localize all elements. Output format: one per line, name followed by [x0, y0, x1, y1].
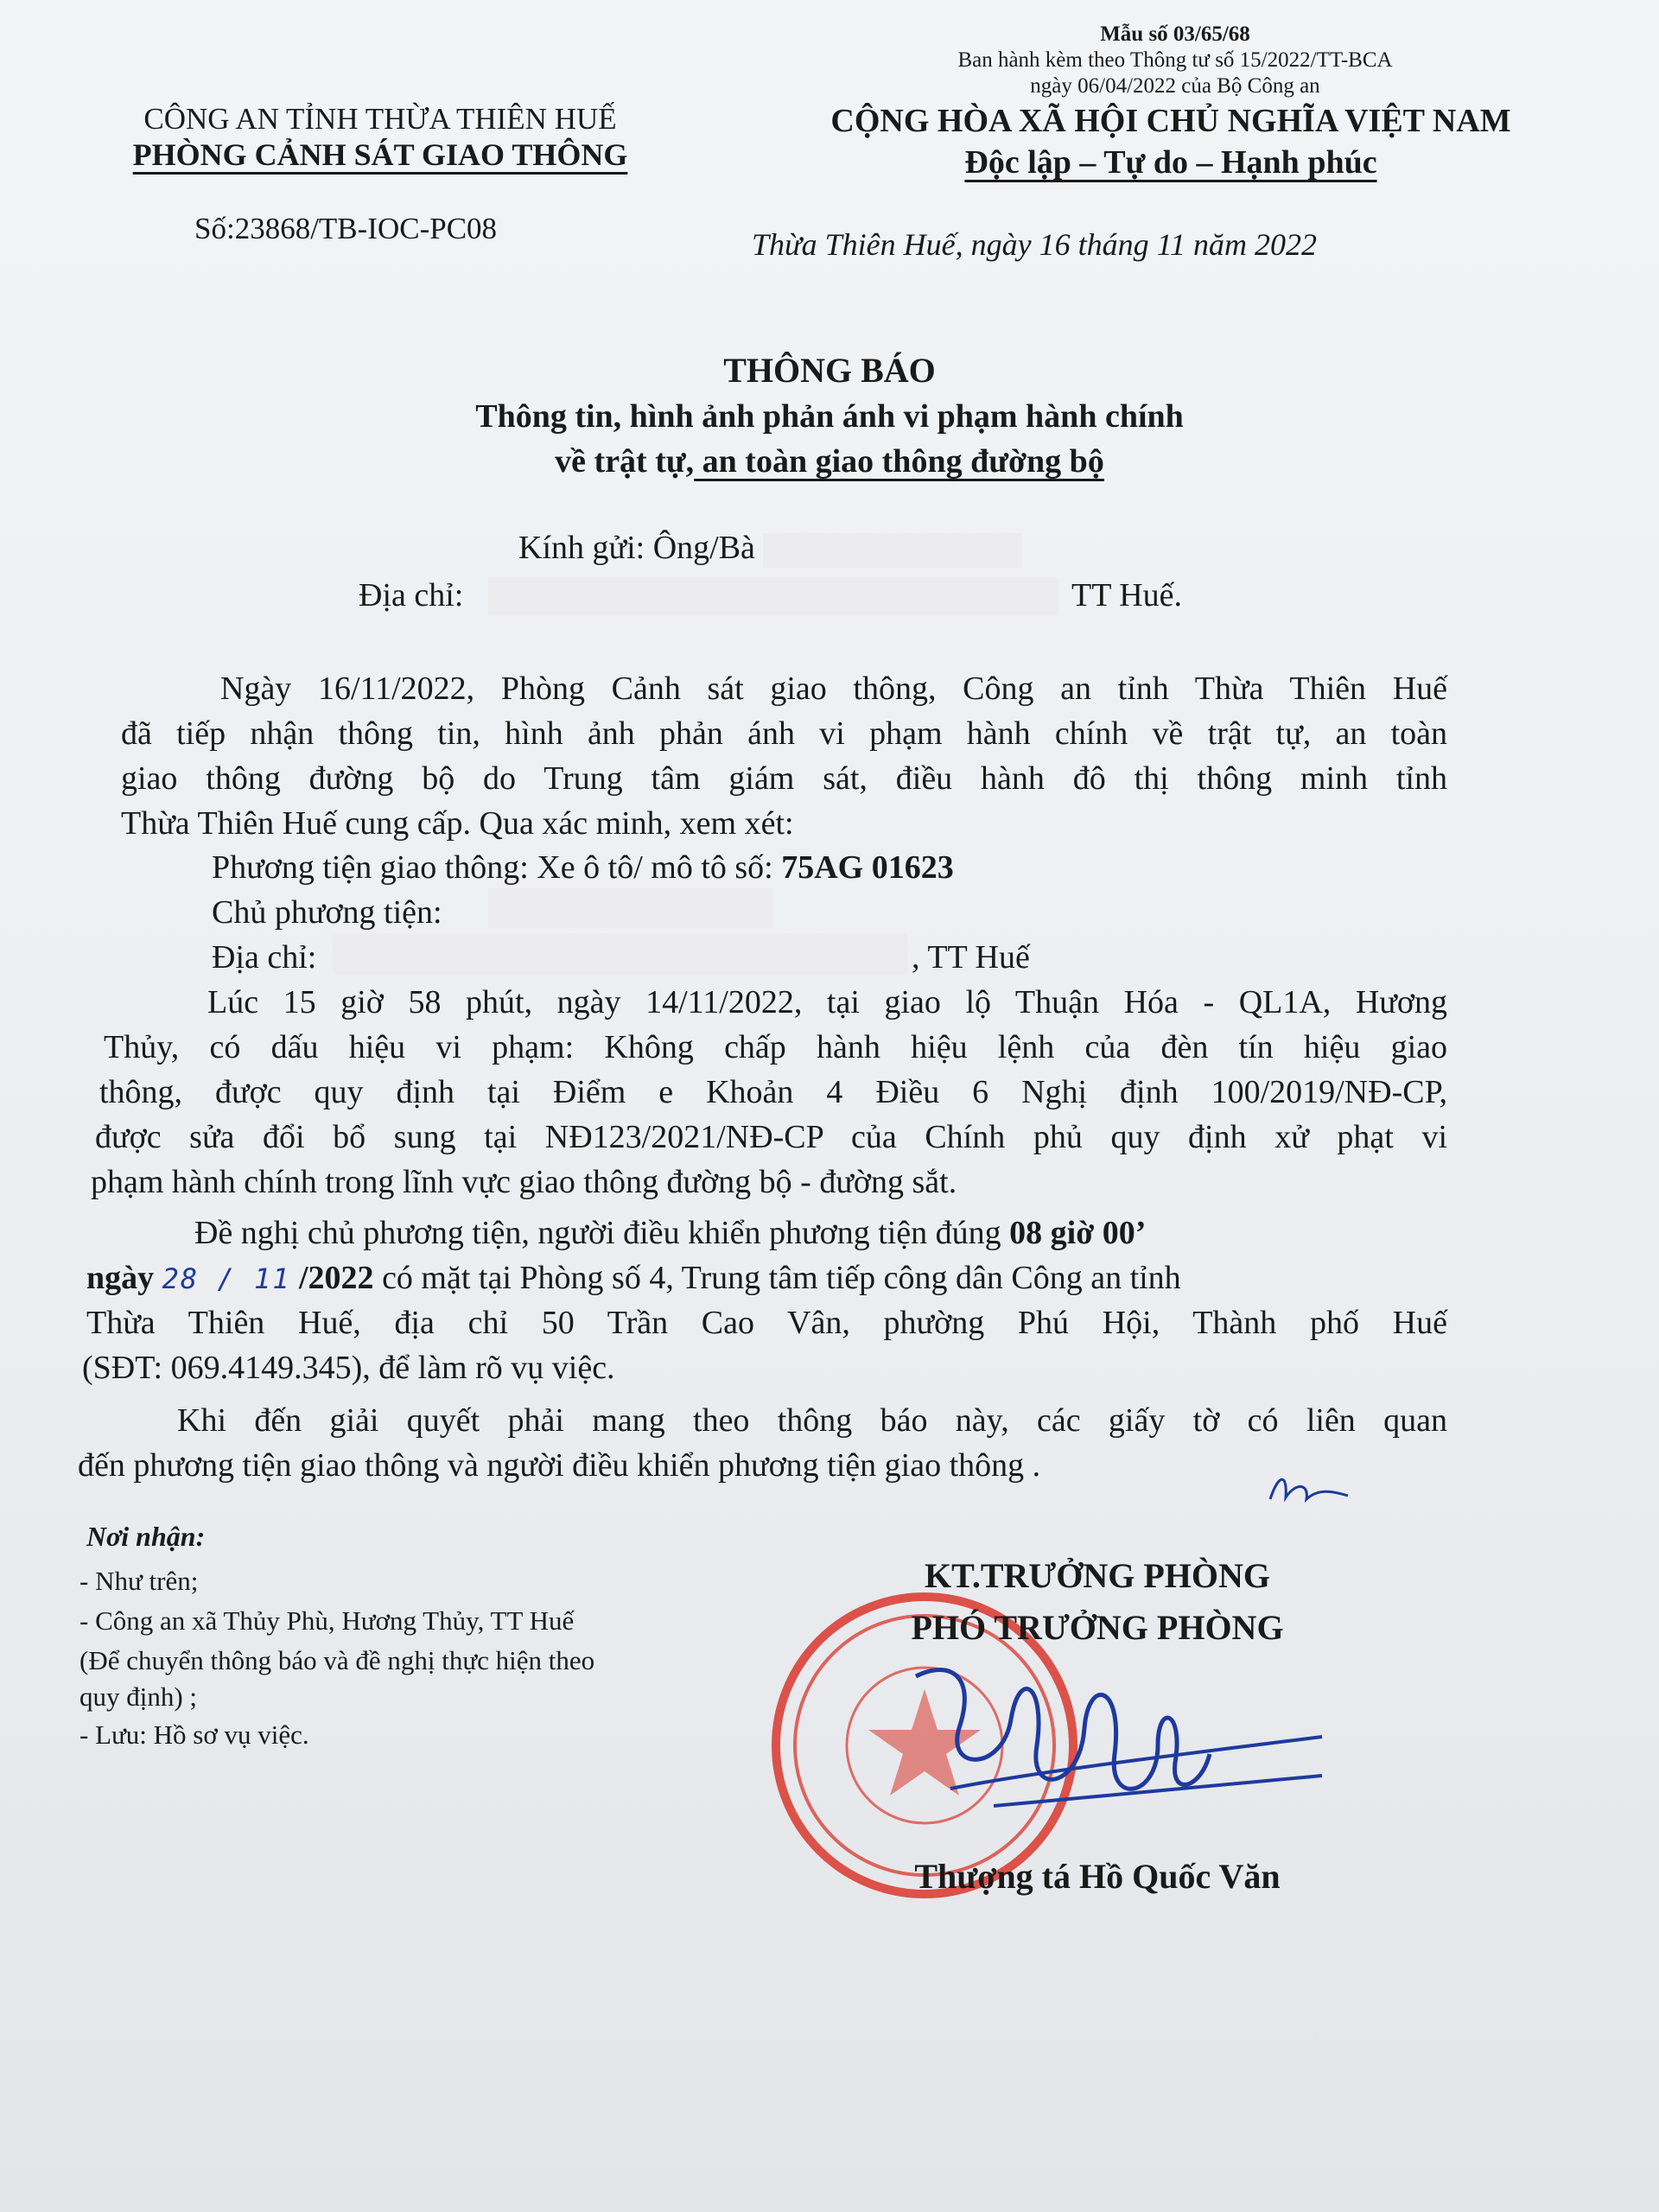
document-subtitle-1: Thông tin, hình ảnh phản ánh vi phạm hành chính: [475, 398, 1184, 435]
form-issued-date: ngày 06/04/2022 của Bộ Công an: [1030, 74, 1320, 98]
subtitle-2-part-a: về trật tự,: [555, 443, 695, 480]
recipient-greeting: [518, 529, 1022, 568]
document-number: Số:23868/TB-IOC-PC08: [194, 212, 498, 245]
agency-line1: CÔNG AN TỈNH THỪA THIÊN HUẾ: [143, 102, 617, 136]
nation-motto: Độc lập – Tự do – Hạnh phúc: [964, 144, 1377, 181]
owner-label: Chủ phương tiện:: [212, 894, 442, 931]
recipient-address: [359, 576, 463, 614]
vehicle-label: Phương tiện giao thông: Xe ô tô/ mô tô số:: [212, 849, 773, 886]
document-title: THÔNG BÁO: [723, 351, 936, 390]
paragraph3-line2: [86, 1259, 1181, 1297]
document-subtitle-2: [0, 442, 1659, 480]
recipient-item: (Để chuyển thông báo và đề nghị thực hiện theo: [79, 1645, 595, 1675]
form-issued-with: Ban hành kèm theo Thông tư số 15/2022/TT-BCA: [957, 48, 1393, 72]
form-number: Mẫu số 03/65/68: [1100, 22, 1250, 46]
vehicle-plate: 75AG 01623: [781, 849, 954, 886]
appointment-time: 08 giờ 00’: [1009, 1215, 1147, 1251]
recipient-greeting-label: Kính gửi: Ông/Bà: [518, 530, 755, 566]
paragraph1-line1: Ngày 16/11/2022, Phòng Cảnh sát giao thông, Công an tỉnh Thừa Thiên Huế: [220, 671, 1447, 707]
paragraph2-line5: phạm hành chính trong lĩnh vực giao thông đường bộ - đường sắt.: [91, 1164, 957, 1200]
signer-title-1: KT.TRƯỞNG PHÒNG: [925, 1556, 1270, 1595]
signer-title-2: PHÓ TRƯỞNG PHÒNG: [911, 1608, 1284, 1647]
appointment-day-label: ngày: [86, 1260, 155, 1296]
paragraph2-line2: Thủy, có dấu hiệu vi phạm: Không chấp hành hiệu lệnh của đèn tín hiệu giao: [104, 1029, 1447, 1065]
form-reference: [864, 22, 1486, 99]
vehicle-address-label: Địa chỉ:: [212, 939, 317, 976]
national-header: [691, 102, 1650, 181]
appointment-date-handwritten: 28 / 11: [162, 1262, 291, 1295]
recipient-item: quy định) ;: [79, 1681, 198, 1712]
recipient-address-suffix: TT Huế.: [1071, 577, 1183, 613]
vehicle-address-suffix: , TT Huế: [912, 939, 1030, 976]
signer-name: Thượng tá Hồ Quốc Văn: [914, 1857, 1281, 1896]
nation-line1: CỘNG HÒA XÃ HỘI CHỦ NGHĨA VIỆT NAM: [830, 103, 1511, 139]
signature: [899, 1624, 1331, 1832]
agency-line2: PHÒNG CẢNH SÁT GIAO THÔNG: [132, 137, 628, 172]
paragraph2-line4: được sửa đổi bổ sung tại NĐ123/2021/NĐ-CP của Chính phủ quy định xử phạt vi: [95, 1119, 1447, 1155]
paragraph3-line1: [194, 1214, 1146, 1252]
paragraph4-line1: Khi đến giải quyết phải mang theo thông báo này, các giấy tờ có liên quan: [177, 1402, 1447, 1439]
recipient-item: - Như trên;: [79, 1566, 199, 1596]
owner-line: [212, 893, 442, 931]
agency-header: [69, 102, 691, 173]
appointment-year: /2022: [299, 1260, 374, 1296]
paragraph2-line1: Lúc 15 giờ 58 phút, ngày 14/11/2022, tại giao lộ Thuận Hóa - QL1A, Hương: [207, 984, 1447, 1020]
vehicle-address-line: [212, 938, 316, 976]
vehicle-line: [212, 849, 954, 887]
redacted-owner: [488, 888, 773, 928]
paragraph3-line3: Thừa Thiên Huế, địa chỉ 50 Trần Cao Vân, phường Phú Hội, Thành phố Huế: [86, 1305, 1447, 1341]
subtitle-2-part-b: an toàn giao thông đường bộ: [694, 443, 1104, 480]
paragraph4-line2: đến phương tiện giao thông và người điều khiển phương tiện giao thông .: [78, 1447, 1041, 1484]
paragraph1-line2: đã tiếp nhận thông tin, hình ảnh phản ánh vi phạm hành chính về trật tự, an toàn: [121, 715, 1447, 752]
paragraph1-line4: Thừa Thiên Huế cung cấp. Qua xác minh, xem xét:: [121, 805, 794, 842]
paragraph2-line3: thông, được quy định tại Điểm e Khoản 4 Điều 6 Nghị định 100/2019/NĐ-CP,: [99, 1074, 1447, 1110]
redacted-name: [763, 533, 1022, 568]
recipient-item: - Công an xã Thủy Phù, Hương Thủy, TT Huế: [79, 1605, 575, 1636]
initial-mark: [1262, 1465, 1357, 1516]
recipient-item: - Lưu: Hồ sơ vụ việc.: [79, 1719, 309, 1750]
paragraph3-line4: (SĐT: 069.4149.345), để làm rõ vụ việc.: [82, 1350, 615, 1386]
redacted-address: [488, 577, 1058, 615]
paragraph3-line1-text: Đề nghị chủ phương tiện, người điều khiển phương tiện đúng: [194, 1215, 1001, 1251]
recipient-address-label: Địa chỉ:: [359, 577, 464, 613]
paragraph3-line2-text: có mặt tại Phòng số 4, Trung tâm tiếp công dân Công an tỉnh: [382, 1260, 1181, 1296]
place-date: Thừa Thiên Huế, ngày 16 tháng 11 năm 2022: [752, 227, 1317, 262]
recipients-heading: Nơi nhận:: [86, 1521, 206, 1552]
redacted-vehicle-address: [333, 933, 907, 975]
paragraph1-line3: giao thông đường bộ do Trung tâm giám sát, điều hành đô thị thông minh tỉnh: [121, 760, 1447, 797]
